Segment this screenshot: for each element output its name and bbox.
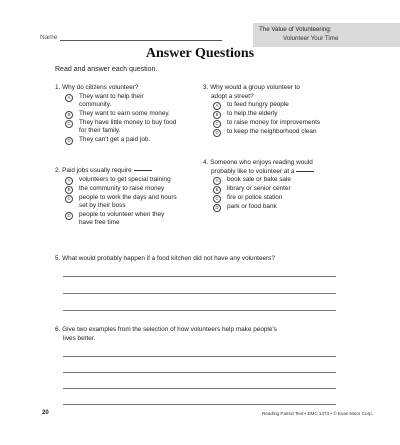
answer-bubble[interactable]: C — [213, 120, 221, 128]
answer-bubble[interactable]: D — [65, 137, 73, 145]
answer-bubble[interactable]: B — [213, 111, 221, 119]
question-stem-text: 2. Paid jobs usually require — [55, 167, 132, 174]
option-text: to keep the neighborhood clean — [227, 128, 317, 136]
option-text: to raise money for improvements — [227, 119, 321, 127]
answer-bubble[interactable]: A — [65, 177, 73, 185]
question-stem — [203, 168, 353, 177]
answer-option[interactable] — [203, 101, 348, 110]
answer-option[interactable] — [203, 110, 348, 119]
answer-bubble[interactable]: B — [65, 111, 73, 119]
answer-option[interactable] — [203, 203, 353, 212]
answer-line[interactable] — [63, 404, 336, 405]
option-text: have free time — [79, 219, 120, 227]
question-stem — [55, 167, 195, 176]
question-5 — [55, 255, 355, 264]
answer-line[interactable] — [63, 388, 336, 389]
answer-blank — [296, 171, 314, 172]
answer-bubble[interactable]: D — [65, 212, 73, 220]
question-stem: 6. Give two examples from the selection of how volunteers help make people's — [55, 326, 277, 333]
question-stem: 5. What would probably happen if a food kitchen did not have any volunteers? — [55, 255, 275, 262]
instructions: Read and answer each question. — [55, 66, 158, 73]
page-title: Answer Questions — [145, 46, 255, 61]
answer-option[interactable] — [203, 194, 353, 203]
answer-option[interactable] — [203, 185, 353, 194]
answer-bubble[interactable]: D — [213, 129, 221, 137]
option-text: the community to raise money — [79, 184, 165, 192]
answer-line[interactable] — [63, 293, 336, 294]
option-text: people to volunteer when they — [79, 210, 165, 218]
answer-blank — [134, 170, 152, 171]
answer-line[interactable] — [63, 356, 336, 357]
answer-bubble[interactable]: C — [213, 195, 221, 203]
answer-bubble[interactable]: A — [213, 102, 221, 110]
option-text: people to work the days and hours — [79, 193, 177, 201]
answer-bubble[interactable]: B — [65, 186, 73, 194]
answer-bubble[interactable]: A — [213, 177, 221, 185]
answer-option[interactable] — [203, 176, 353, 185]
answer-line[interactable] — [63, 276, 336, 277]
question-stem: 3. Why would a group volunteer to — [203, 84, 300, 91]
name-label: Name — [40, 34, 58, 41]
header-title: The Value of Volunteering: — [259, 26, 332, 33]
question-stem: 4. Someone who enjoys reading would — [203, 159, 313, 166]
header-subtitle: Volunteer Your Time — [283, 35, 339, 42]
option-text: They want to earn some money. — [79, 109, 170, 117]
question-2 — [55, 167, 195, 228]
answer-option[interactable] — [55, 176, 195, 185]
answer-bubble[interactable]: C — [65, 195, 73, 203]
answer-bubble[interactable]: A — [65, 94, 73, 102]
answer-line[interactable] — [63, 372, 336, 373]
answer-bubble[interactable]: B — [213, 186, 221, 194]
answer-option[interactable] — [203, 119, 348, 128]
question-stem: 1. Why do citizens volunteer? — [55, 84, 139, 91]
option-text: volunteers to get special training — [79, 175, 171, 183]
option-text: park or food bank — [227, 203, 277, 211]
answer-bubble[interactable]: D — [213, 204, 221, 212]
option-text: They can't get a paid job. — [79, 135, 151, 143]
option-text: fire or police station — [227, 194, 283, 202]
question-stem: lives better. — [63, 334, 96, 342]
question-3 — [203, 84, 348, 137]
footer-credit: Reading Paired Text • EMC 1373 • © Evan-Moor Corp. — [262, 411, 373, 416]
answer-option[interactable] — [55, 194, 195, 211]
question-4 — [203, 159, 353, 212]
answer-option[interactable] — [55, 136, 195, 145]
option-text: They have little money to buy food — [79, 118, 177, 126]
name-write-line[interactable] — [60, 40, 222, 41]
answer-option[interactable] — [55, 119, 195, 136]
answer-option[interactable] — [55, 93, 195, 110]
option-text: to help the elderly — [227, 110, 278, 118]
question-stem-text: probably like to volunteer at a — [211, 167, 295, 175]
option-text: for their family. — [79, 127, 121, 135]
question-stem: adopt a street? — [211, 92, 254, 100]
option-text: set by their boss — [79, 202, 126, 210]
question-6 — [55, 326, 365, 343]
option-text: book sale or bake sale — [227, 176, 291, 184]
answer-line[interactable] — [63, 310, 336, 311]
page-number: 20 — [42, 410, 49, 416]
answer-bubble[interactable]: C — [65, 120, 73, 128]
question-1 — [55, 84, 195, 145]
option-text: library or senior center — [227, 185, 291, 193]
answer-option[interactable] — [55, 185, 195, 194]
option-text: community. — [79, 101, 112, 109]
option-text: They want to help their — [79, 92, 144, 100]
answer-option[interactable] — [55, 110, 195, 119]
answer-option[interactable] — [55, 211, 195, 228]
option-text: to feed hungry people — [227, 101, 289, 109]
answer-option[interactable] — [203, 128, 348, 137]
